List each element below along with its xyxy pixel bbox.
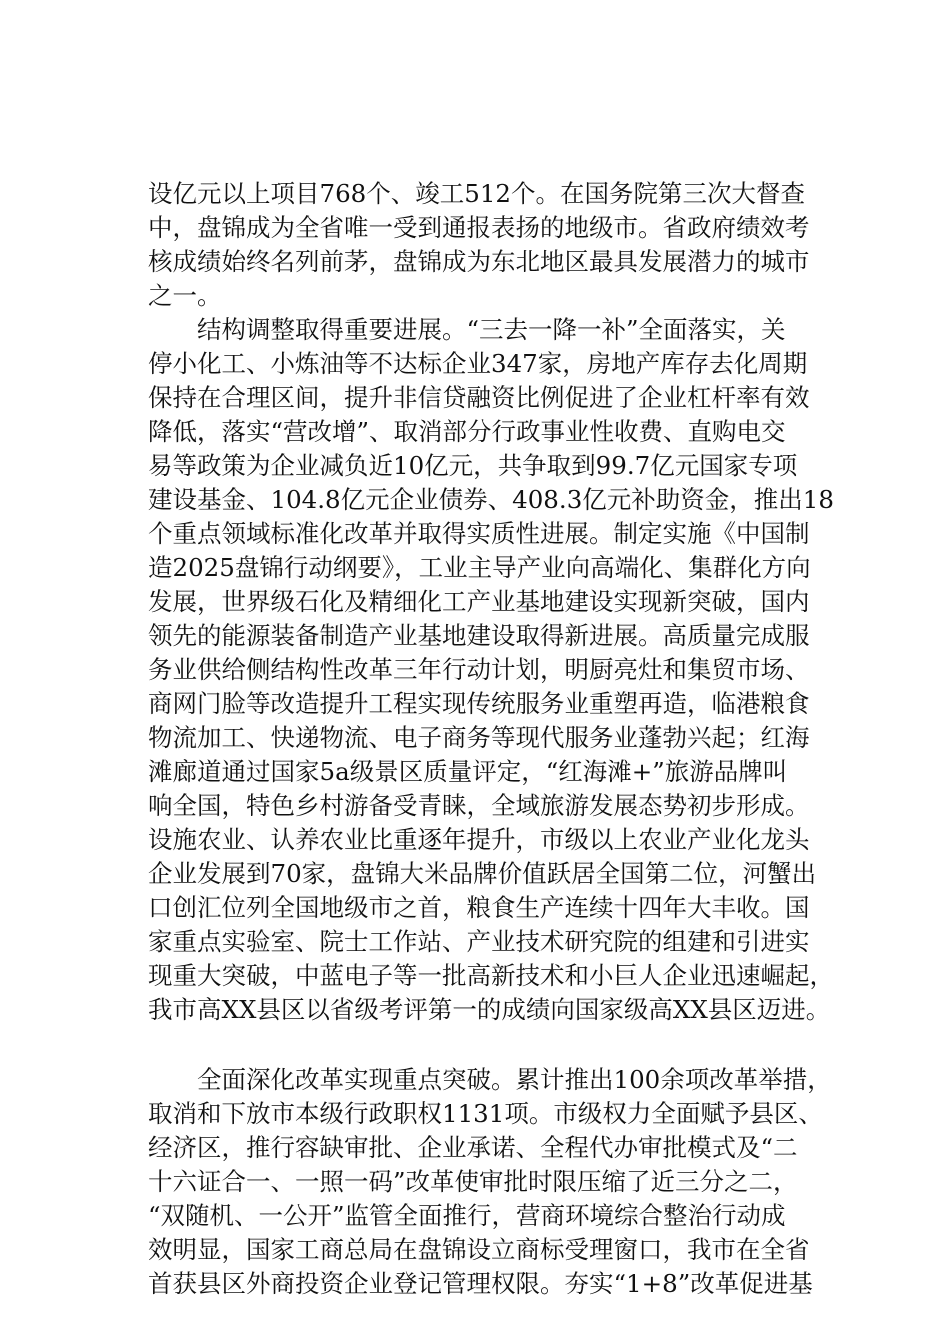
text-line: 降低，落实“营改增”、取消部分行政事业性收费、直购电交 (148, 417, 786, 446)
text-line: 领先的能源装备制造产业基地建设取得新进展。高质量完成服 (148, 621, 810, 650)
text-line: 设施农业、认养农业比重逐年提升，市级以上农业产业化龙头 (148, 825, 810, 854)
text-line: 中，盘锦成为全省唯一受到通报表扬的地级市。省政府绩效考 (148, 213, 810, 242)
text-line: 取消和下放市本级行政职权1131项。市级权力全面赋予县区、 (148, 1099, 823, 1128)
text-line: 效明显，国家工商总局在盘锦设立商标受理窗口，我市在全省 (148, 1235, 810, 1264)
text-line: 保持在合理区间，提升非信贷融资比例促进了企业杠杆率有效 (148, 383, 810, 412)
text-line: 首获县区外商投资企业登记管理权限。夯实“1+8”改革促进基 (148, 1269, 813, 1298)
text-line: 我市高XX县区以省级考评第一的成绩向国家级高XX县区迈进。 (148, 995, 831, 1024)
text-line: 经济区，推行容缺审批、企业承诺、全程代办审批模式及“二 (148, 1133, 798, 1162)
text-line: 造2025盘锦行动纲要》，工业主导产业向高端化、集群化方向 (148, 553, 811, 582)
text-line: 个重点领域标准化改革并取得实质性进展。制定实施《中国制 (148, 519, 810, 548)
text-line: 停小化工、小炼油等不达标企业347家，房地产库存去化周期 (148, 349, 808, 378)
text-line: 设亿元以上项目768个、竣工512个。在国务院第三次大督查 (148, 179, 806, 208)
text-line: 核成绩始终名列前茅，盘锦成为东北地区最具发展潜力的城市 (148, 247, 810, 276)
text-line: 口创汇位列全国地级市之首，粮食生产连续十四年大丰收。国 (148, 893, 810, 922)
text-line: 务业供给侧结构性改革三年行动计划，明厨亮灶和集贸市场、 (148, 655, 810, 684)
text-line: 企业发展到70家，盘锦大米品牌价值跃居全国第二位，河蟹出 (148, 859, 817, 888)
text-line: 滩廊道通过国家5a级景区质量评定，“红海滩+”旅游品牌叫 (148, 757, 788, 786)
text-line: 发展，世界级石化及精细化工产业基地建设实现新突破，国内 (148, 587, 810, 616)
text-line: 商网门脸等改造提升工程实现传统服务业重塑再造，临港粮食 (148, 689, 810, 718)
text-line: 响全国，特色乡村游备受青睐，全域旅游发展态势初步形成。 (148, 791, 810, 820)
text-line: 十六证合一、一照一码”改革使审批时限压缩了近三分之二， (148, 1167, 798, 1196)
text-line: 建设基金、104.8亿元企业债券、408.3亿元补助资金，推出18 (148, 485, 834, 514)
text-line: 物流加工、快递物流、电子商务等现代服务业蓬勃兴起；红海 (148, 723, 810, 752)
text-line: 结构调整取得重要进展。“三去一降一补”全面落实，关 (148, 315, 786, 344)
text-line: 现重大突破，中蓝电子等一批高新技术和小巨人企业迅速崛起， (148, 961, 834, 990)
text-line: 家重点实验室、院士工作站、产业技术研究院的组建和引进实 (148, 927, 810, 956)
text-line: “双随机、一公开”监管全面推行，营商环境综合整治行动成 (148, 1201, 786, 1230)
text-line: 之一。 (148, 281, 222, 310)
text-line: 全面深化改革实现重点突破。累计推出100余项改革举措， (148, 1065, 832, 1094)
text-line: 易等政策为企业减负近10亿元，共争取到99.7亿元国家专项 (148, 451, 798, 480)
